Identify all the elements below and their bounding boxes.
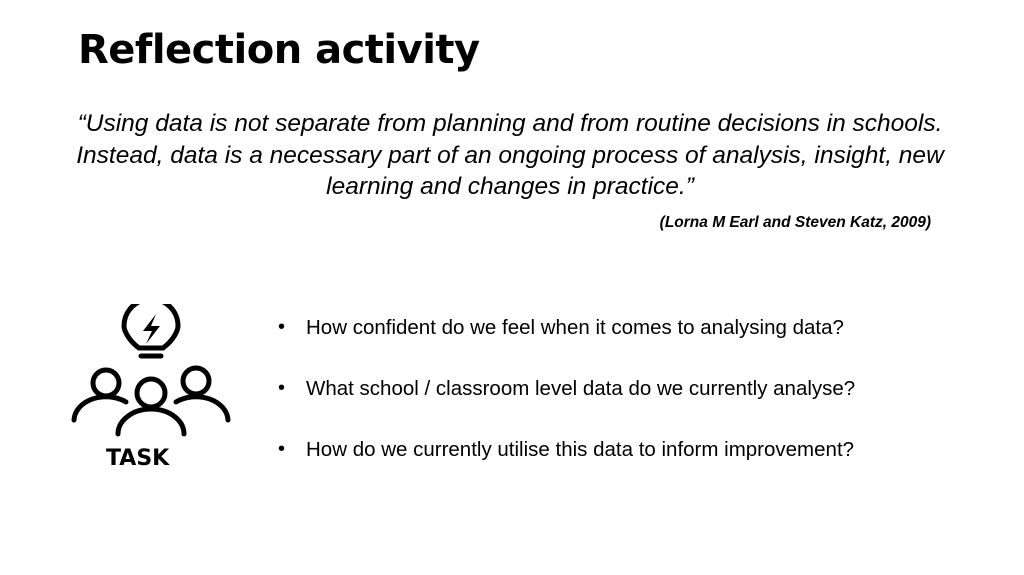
- list-item: [278, 377, 855, 408]
- question-text: How confident do we feel when it comes to analysing data?: [306, 316, 844, 339]
- bullet-icon: •: [278, 438, 286, 460]
- question-text: How do we currently utilise this data to inform improvement?: [306, 438, 855, 461]
- list-item: [278, 316, 855, 347]
- task-label: TASK: [106, 446, 170, 471]
- list-item: [278, 438, 855, 469]
- quote-citation: (Lorna M Earl and Steven Katz, 2009): [659, 214, 931, 231]
- question-text: What school / classroom level data do we currently analyse?: [306, 377, 856, 400]
- quote-text: “Using data is not separate from planning and from routine decisions in schools. Instead, data is a necessary part of an ongoing process of analysis, insight, new learning and changes in practice.”: [76, 110, 944, 200]
- bullet-icon: •: [278, 377, 286, 399]
- bullet-icon: •: [278, 316, 286, 338]
- lightbulb-team-icon: [66, 304, 236, 444]
- reflection-questions: [278, 316, 855, 499]
- slide-title: Reflection activity: [78, 27, 480, 73]
